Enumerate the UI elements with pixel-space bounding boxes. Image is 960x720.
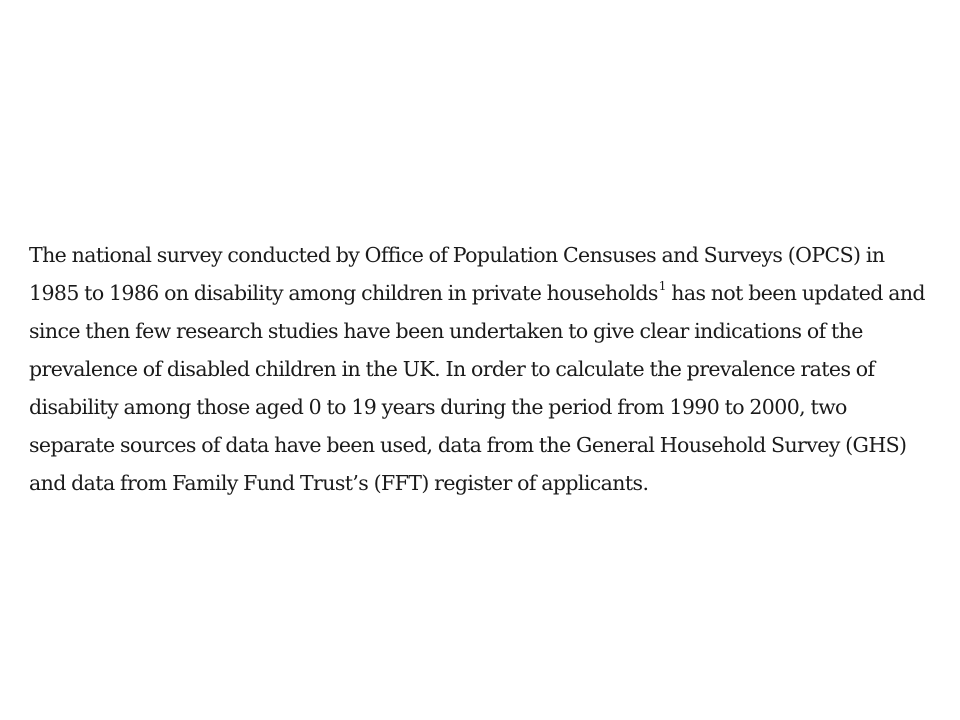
paragraph-line-3: since then few research studies have been undertaken to give clear indications of the	[29, 319, 863, 343]
paragraph-line-1: The national survey conducted by Office of Population Censuses and Surveys (OPCS) in	[29, 243, 885, 267]
paragraph-line-2	[29, 274, 954, 312]
paragraph-line-2-tail: has not been updated and	[665, 281, 925, 305]
paragraph-line-7: and data from Family Fund Trust’s (FFT) register of applicants.	[29, 471, 649, 495]
paragraph-line-4: prevalence of disabled children in the UK. In order to calculate the prevalence rates of	[29, 357, 875, 381]
body-paragraph	[29, 236, 954, 502]
footnote-marker: 1	[658, 279, 666, 294]
paragraph-line-2-text: 1985 to 1986 on disability among children in private households	[29, 281, 658, 305]
paragraph-line-5: disability among those aged 0 to 19 years during the period from 1990 to 2000, two	[29, 395, 847, 419]
paragraph-line-6: separate sources of data have been used, data from the General Household Survey (GHS)	[29, 433, 907, 457]
